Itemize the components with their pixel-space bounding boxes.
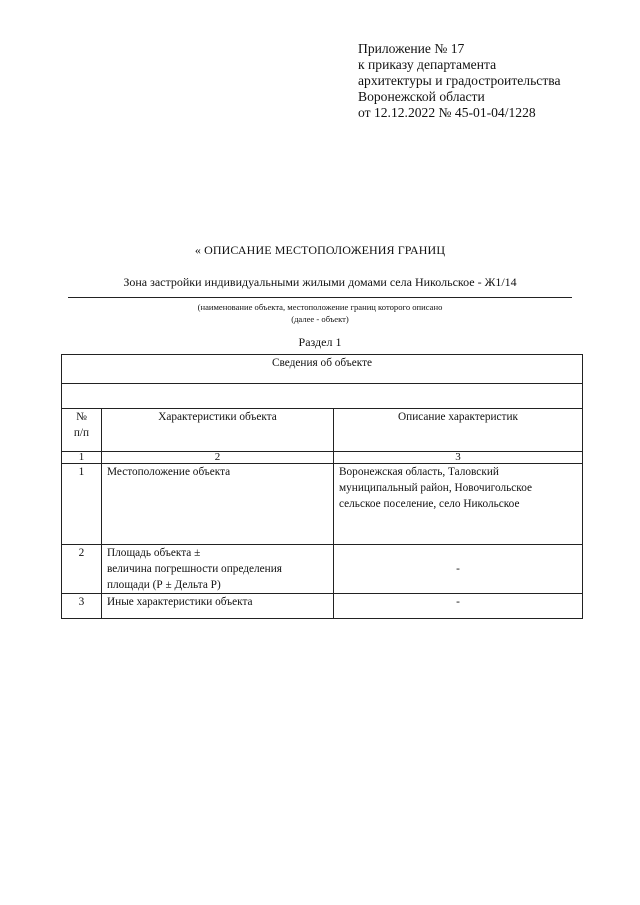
- appendix-line: Приложение № 17: [358, 41, 465, 56]
- description-line: сельское поселение, село Никольское: [339, 498, 520, 510]
- appendix-line: от 12.12.2022 № 45-01-04/1228: [358, 105, 536, 120]
- row-num: 2: [62, 545, 102, 594]
- object-info-table: [61, 354, 583, 619]
- row-num: 3: [62, 594, 102, 619]
- appendix-line: к приказу департамента: [358, 57, 497, 72]
- table-row: [62, 545, 583, 594]
- description-line: Воронежская область, Таловский: [339, 466, 499, 478]
- object-caption-line: (наименование объекта, местоположение границ которого описано: [197, 302, 443, 312]
- index-cell: 3: [334, 452, 583, 464]
- characteristic-line: площади (Р ± Дельта Р): [107, 579, 221, 591]
- index-cell: 1: [62, 452, 102, 464]
- row-num: 1: [62, 464, 102, 545]
- empty-cell: [62, 384, 583, 409]
- header-num-line: №: [76, 411, 87, 423]
- underline-divider: [68, 297, 572, 298]
- row-description: -: [334, 594, 583, 619]
- row-characteristic: Иные характеристики объекта: [102, 594, 334, 619]
- document-title: « ОПИСАНИЕ МЕСТОПОЛОЖЕНИЯ ГРАНИЦ: [194, 243, 446, 257]
- index-cell: 2: [102, 452, 334, 464]
- table-title: Сведения об объекте: [62, 355, 583, 384]
- table-row: [62, 594, 583, 619]
- header-characteristic: Характеристики объекта: [102, 409, 334, 452]
- appendix-block: [358, 41, 561, 121]
- row-description: [334, 464, 583, 545]
- table-row: [62, 464, 583, 545]
- object-caption: [68, 301, 572, 325]
- header-description: Описание характеристик: [334, 409, 583, 452]
- table-title-row: [62, 355, 583, 384]
- characteristic-line: величина погрешности определения: [107, 563, 282, 575]
- table-index-row: [62, 452, 583, 464]
- row-characteristic: [102, 545, 334, 594]
- row-characteristic: Местоположение объекта: [102, 464, 334, 545]
- appendix-line: архитектуры и градостроительства: [358, 73, 561, 88]
- table-header-row: [62, 409, 583, 452]
- section-label: Раздел 1: [298, 335, 342, 349]
- object-name: Зона застройки индивидуальными жилыми домами села Никольское - Ж1/14: [123, 275, 517, 289]
- object-caption-line: (далее - объект): [291, 314, 349, 324]
- header-num: [62, 409, 102, 452]
- row-description: -: [334, 545, 583, 594]
- table-empty-row: [62, 384, 583, 409]
- appendix-line: Воронежской области: [358, 89, 485, 104]
- characteristic-line: Площадь объекта ±: [107, 547, 201, 559]
- header-num-line: п/п: [73, 427, 90, 439]
- description-line: муниципальный район, Новочигольское: [339, 482, 533, 494]
